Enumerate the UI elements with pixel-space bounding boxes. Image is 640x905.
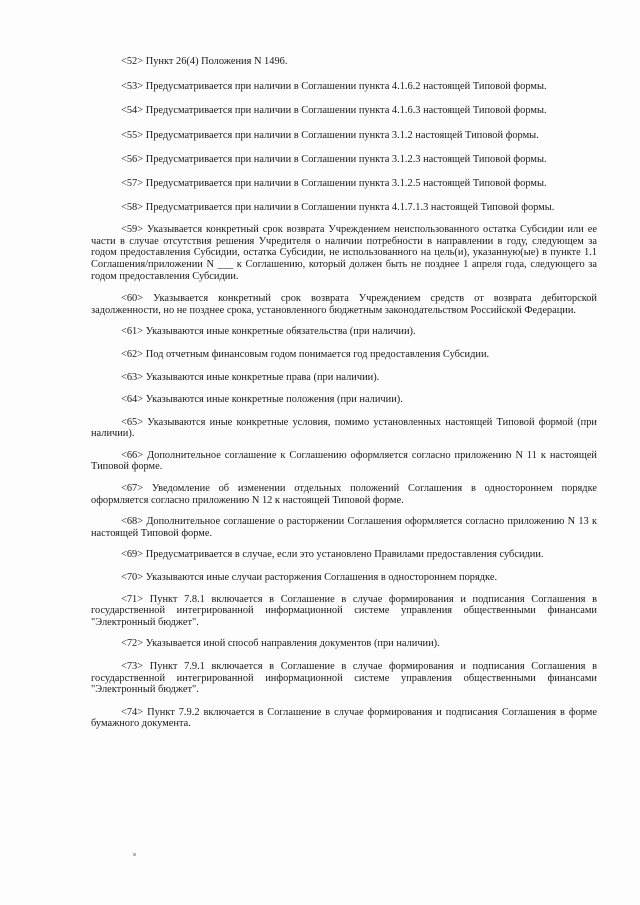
footnote-59: <59> Указывается конкретный срок возврата Учреждением неиспользованного остатка Субсидии или ее части в случае отсутствия решения Учредителя о наличии потребности в направлении в году, следующем за годом предоставления Субсидии, остатка Субсидии, не использованного на цель(и), указанную(ые) в пункте 1.1 Соглашения/приложении N ___ к Соглашению, который должен быть не позднее 1 апреля года, следующего за годом предоставления Субсидии. — [91, 224, 597, 282]
footnote-68: <68> Дополнительное соглашение о расторжении Соглашения оформляется согласно приложению N 13 к настоящей Типовой форме. — [91, 516, 597, 539]
footnote-71: <71> Пункт 7.8.1 включается в Соглашение в случае формирования и подписания Соглашения в государственной интегрированной информационной системе управления общественными финансами "Электронный бюджет". — [91, 593, 597, 628]
footnotes-list — [91, 56, 597, 730]
footnote-57: <57> Предусматривается при наличии в Соглашении пункта 3.1.2.5 настоящей Типовой формы. — [121, 177, 547, 189]
footnote-60: <60> Указывается конкретный срок возврата Учреждением средств от возврата дебиторской задолженности, но не позднее срока, установленного бюджетным законодательством Российской Федерации. — [91, 293, 597, 316]
footnote-74: <74> Пункт 7.9.2 включается в Соглашение в случае формирования и подписания Соглашения в форме бумажного документа. — [91, 706, 597, 730]
footnote-64: <64> Указываются иные конкретные положения (при наличии). — [121, 394, 403, 406]
scan-speck — [133, 853, 136, 856]
footnote-73: <73> Пункт 7.9.1 включается в Соглашение в случае формирования и подписания Соглашения в государственной интегрированной информационной системе управления общественными финансами "Электронный бюджет". — [91, 661, 597, 696]
footnote-56: <56> Предусматривается при наличии в Соглашении пункта 3.1.2.3 настоящей Типовой формы. — [121, 154, 547, 166]
footnote-58: <58> Предусматривается при наличии в Соглашении пункта 4.1.7.1.3 настоящей Типовой формы. — [121, 201, 555, 213]
footnote-62: <62> Под отчетным финансовым годом понимается год предоставления Субсидии. — [121, 348, 490, 360]
footnote-66: <66> Дополнительное соглашение к Соглашению оформляется согласно приложению N 11 к настоящей Типовой форме. — [91, 449, 597, 473]
footnote-53: <53> Предусматривается при наличии в Соглашении пункта 4.1.6.2 настоящей Типовой формы. — [121, 80, 547, 92]
footnote-70: <70> Указываются иные случаи расторжения Соглашения в одностороннем порядке. — [121, 572, 498, 584]
footnote-52: <52> Пункт 26(4) Положения N 1496. — [121, 56, 288, 67]
footnote-61: <61> Указываются иные конкретные обязательства (при наличии). — [121, 326, 416, 338]
footnote-65: <65> Указываются иные конкретные условия, помимо установленных настоящей Типовой формой (при наличии). — [91, 416, 597, 440]
footnote-72: <72> Указывается иной способ направления документов (при наличии). — [121, 638, 440, 650]
footnote-69: <69> Предусматривается в случае, если это установлено Правилами предоставления субсидии. — [121, 549, 544, 561]
footnote-63: <63> Указываются иные конкретные права (при наличии). — [121, 371, 380, 383]
footnote-54: <54> Предусматривается при наличии в Соглашении пункта 4.1.6.3 настоящей Типовой формы. — [121, 105, 547, 117]
footnote-55: <55> Предусматривается при наличии в Соглашении пункта 3.1.2 настоящей Типовой формы. — [121, 129, 539, 141]
footnote-67: <67> Уведомление об изменении отдельных положений Соглашения в одностороннем порядке оформляется согласно приложению N 12 к настоящей Типовой форме. — [91, 483, 597, 506]
